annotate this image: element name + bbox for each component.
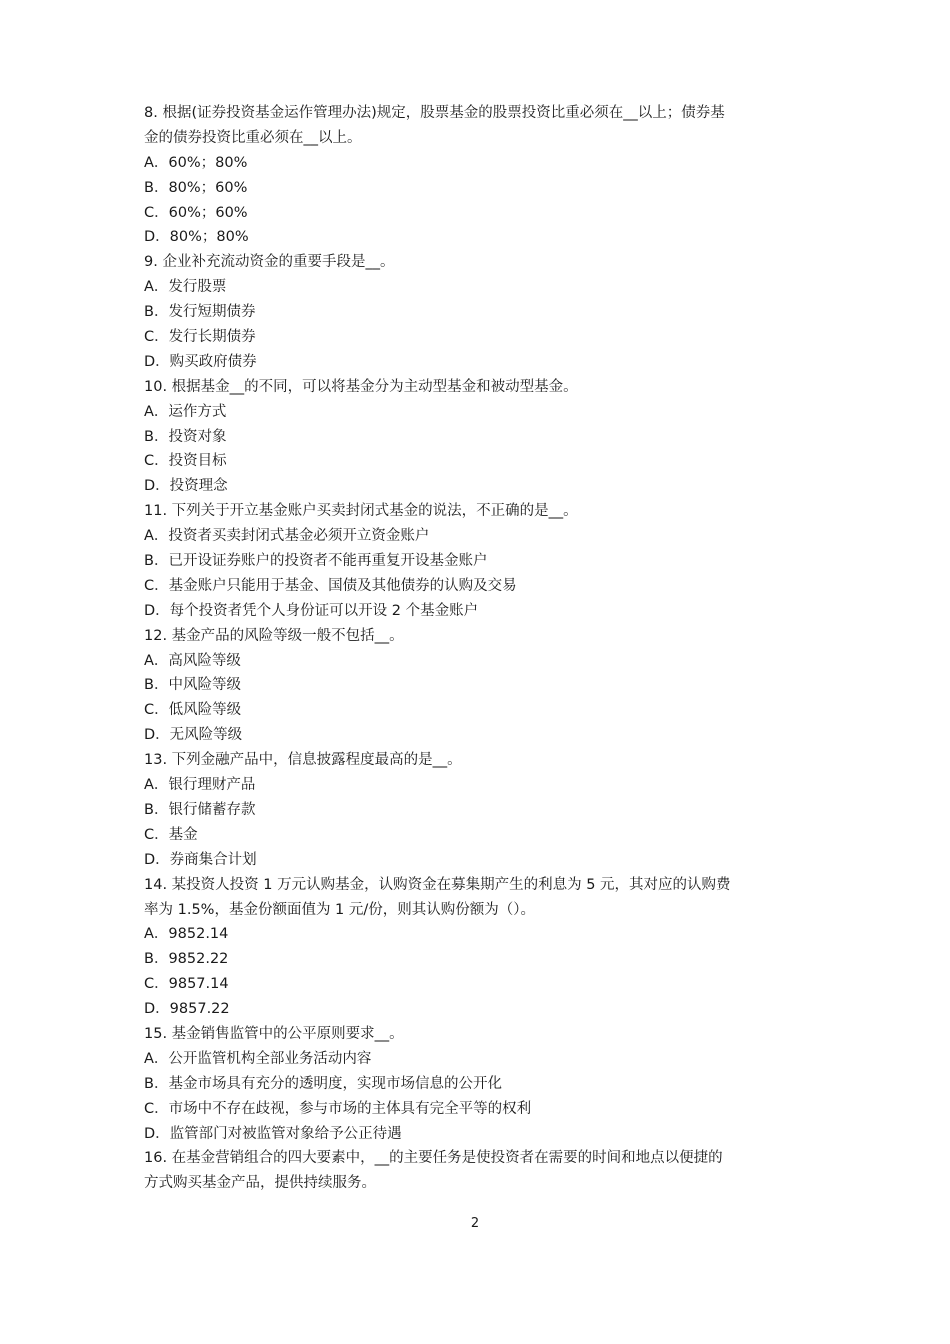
question-stem-line: 方式购买基金产品，提供持续服务。 xyxy=(144,1175,376,1192)
question-stem-line: 16. 在基金营销组合的四大要素中，__的主要任务是使投资者在需要的时间和地点以便捷的 xyxy=(144,1150,723,1167)
question-block xyxy=(144,499,814,623)
question-block xyxy=(144,873,814,1022)
question-stem-line: 14. 某投资人投资 1 万元认购基金，认购资金在募集期产生的利息为 5 元，其对应的认购费 xyxy=(144,876,731,893)
answer-option: D．券商集合计划 xyxy=(144,851,257,868)
question-block xyxy=(144,1146,814,1196)
answer-option: B．基金市场具有充分的透明度，实现市场信息的公开化 xyxy=(144,1075,502,1092)
answer-option: C．低风险等级 xyxy=(144,702,242,719)
answer-option: B．投资对象 xyxy=(144,428,227,445)
answer-option: A．60%；80% xyxy=(144,154,248,171)
question-block xyxy=(144,250,814,374)
answer-option: C．投资目标 xyxy=(144,453,227,470)
answer-option: A．9852.14 xyxy=(144,926,229,943)
question-stem-line: 8. 根据(证券投资基金运作管理办法)规定，股票基金的股票投资比重必须在__以上；债券基 xyxy=(144,105,725,121)
page-number: 2 xyxy=(470,1216,480,1231)
answer-option: C．60%；60% xyxy=(144,204,248,221)
answer-option: C．市场中不存在歧视，参与市场的主体具有完全平等的权利 xyxy=(144,1100,532,1117)
answer-option: C．9857.14 xyxy=(144,976,229,993)
answer-option: C．基金 xyxy=(144,826,198,843)
question-block xyxy=(144,624,814,748)
question-stem-line: 9. 企业补充流动资金的重要手段是__。 xyxy=(144,254,395,271)
answer-option: B．银行储蓄存款 xyxy=(144,801,256,818)
answer-option: D．投资理念 xyxy=(144,478,228,495)
answer-option: A．发行股票 xyxy=(144,279,227,296)
answer-option: B．已开设证券账户的投资者不能再重复开设基金账户 xyxy=(144,553,488,570)
question-stem-line: 15. 基金销售监管中的公平原则要求__。 xyxy=(144,1025,404,1042)
answer-option: B．80%；60% xyxy=(144,179,248,196)
answer-option: A．投资者买卖封闭式基金必须开立资金账户 xyxy=(144,528,430,545)
answer-option: D．无风险等级 xyxy=(144,727,243,744)
answer-option: D．9857.22 xyxy=(144,1001,230,1018)
question-block xyxy=(144,101,814,250)
answer-option: C．基金账户只能用于基金、国债及其他债券的认购及交易 xyxy=(144,577,517,594)
answer-option: A．运作方式 xyxy=(144,403,227,420)
answer-option: C．发行长期债券 xyxy=(144,329,256,346)
answer-option: D．每个投资者凭个人身份证可以开设 2 个基金账户 xyxy=(144,602,479,619)
answer-option: B．9852.22 xyxy=(144,951,229,968)
answer-option: A．高风险等级 xyxy=(144,652,241,669)
answer-option: D．80%；80% xyxy=(144,229,249,246)
question-stem-line: 11. 下列关于开立基金账户买卖封闭式基金的说法，不正确的是__。 xyxy=(144,503,578,520)
answer-option: A．公开监管机构全部业务活动内容 xyxy=(144,1050,372,1067)
question-block xyxy=(144,375,814,499)
question-stem-line: 13. 下列金融产品中，信息披露程度最高的是__。 xyxy=(144,752,462,769)
question-stem-line: 金的债券投资比重必须在__以上。 xyxy=(144,129,362,146)
question-block xyxy=(144,748,814,872)
answer-option: D．购买政府债券 xyxy=(144,353,257,370)
question-block xyxy=(144,1022,814,1146)
answer-option: B．中风险等级 xyxy=(144,677,241,694)
question-stem-line: 10. 根据基金__的不同，可以将基金分为主动型基金和被动型基金。 xyxy=(144,378,578,395)
question-stem-line: 率为 1.5%，基金份额面值为 1 元/份，则其认购份额为（）。 xyxy=(144,901,536,918)
answer-option: A．银行理财产品 xyxy=(144,777,256,794)
answer-option: D．监管部门对被监管对象给予公正待遇 xyxy=(144,1125,402,1142)
answer-option: B．发行短期债券 xyxy=(144,304,256,321)
question-list xyxy=(144,101,814,1196)
question-stem-line: 12. 基金产品的风险等级一般不包括__。 xyxy=(144,627,404,644)
